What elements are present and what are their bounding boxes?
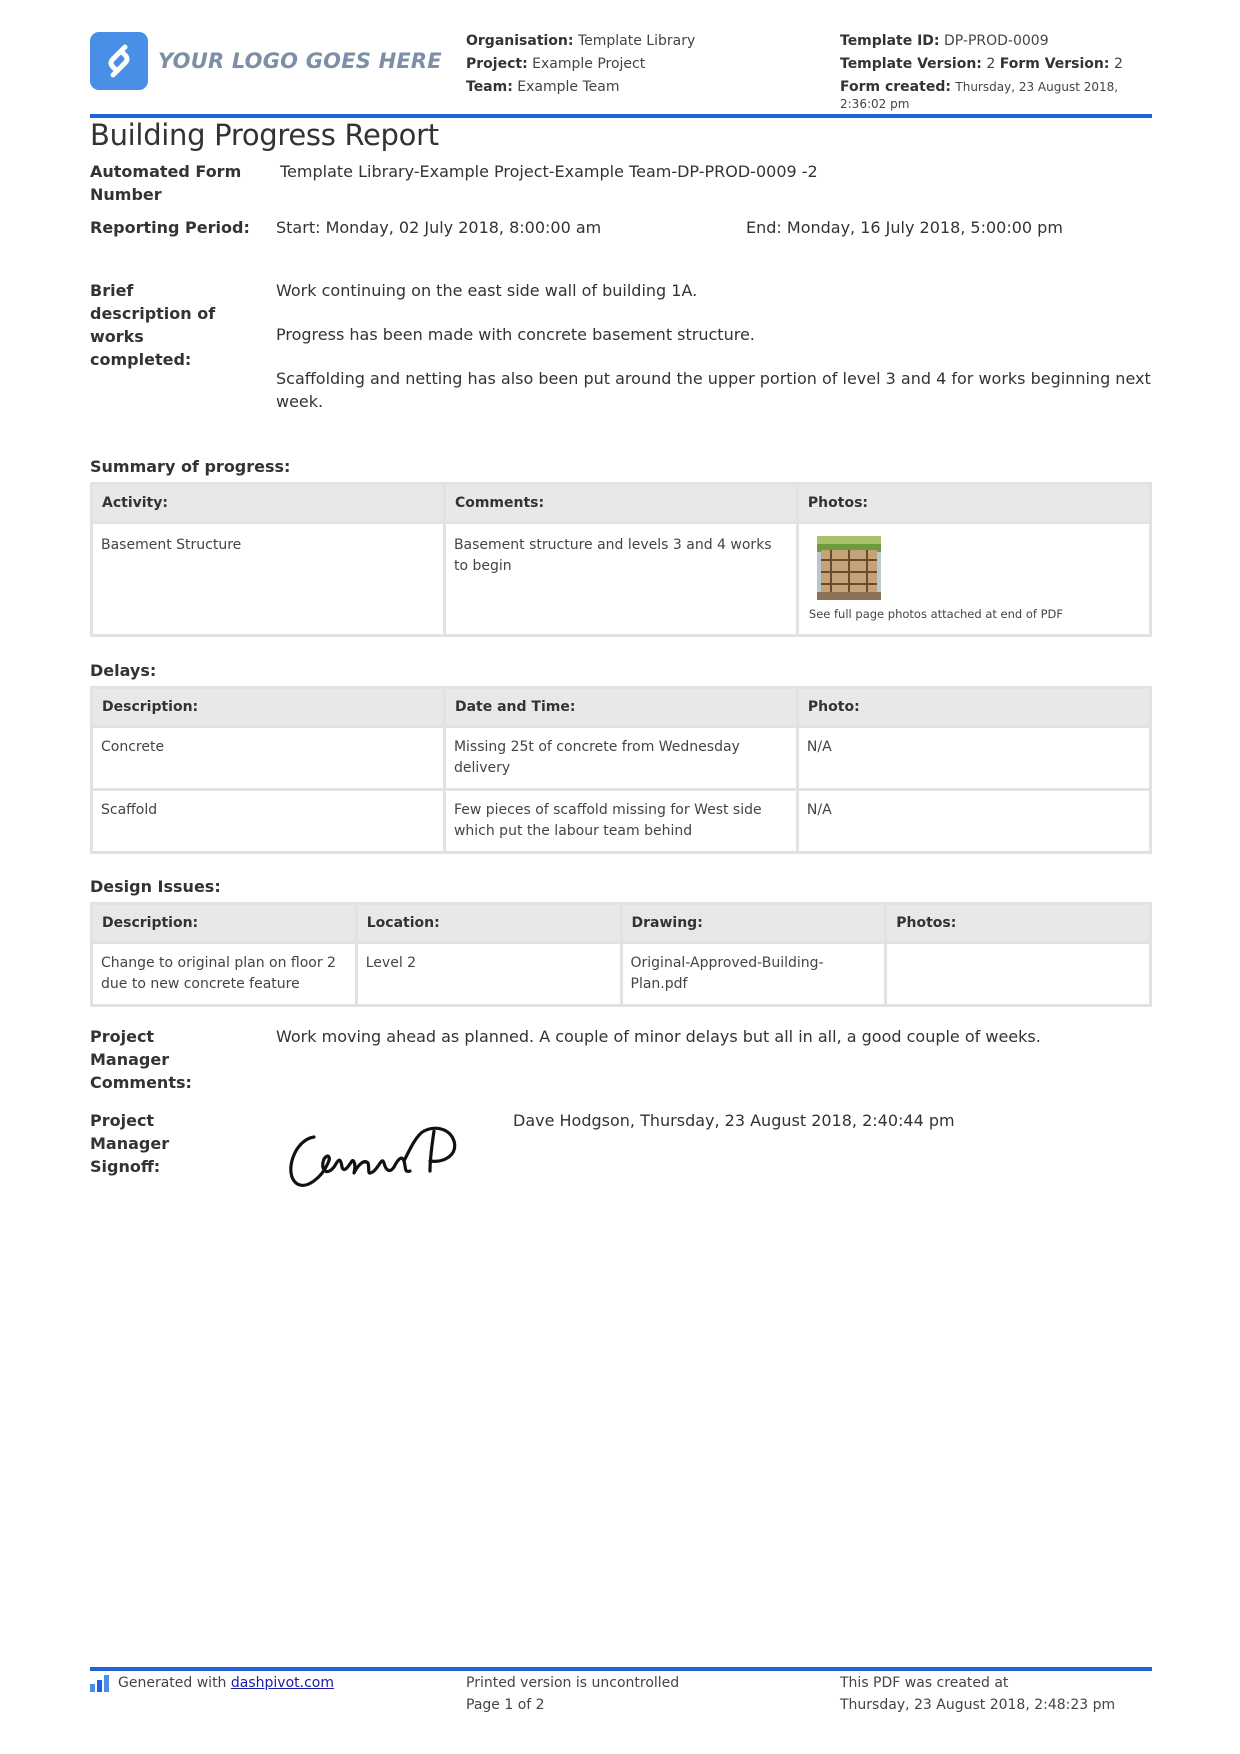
works-line: Progress has been made with concrete basement structure. bbox=[276, 325, 755, 344]
delays-header-datetime: Date and Time: bbox=[446, 689, 796, 725]
design-location: Level 2 bbox=[358, 944, 620, 1004]
reporting-period-label: Reporting Period: bbox=[90, 218, 250, 237]
form-version-value: 2 bbox=[1113, 56, 1123, 72]
pdf-created-value: Thursday, 23 August 2018, 2:48:23 pm bbox=[840, 1697, 1116, 1713]
template-id-label: Template ID: bbox=[840, 33, 940, 49]
works-label: Brief description of works completed: bbox=[90, 281, 216, 369]
form-created-value: Thursday, 23 August 2018, 2:36:02 pm bbox=[840, 80, 1119, 111]
project-value: Example Project bbox=[532, 56, 646, 72]
delays-header-description: Description: bbox=[93, 689, 443, 725]
reporting-start: Start: Monday, 02 July 2018, 8:00:00 am bbox=[276, 218, 602, 237]
header-meta-template bbox=[840, 30, 1152, 113]
summary-table bbox=[90, 482, 1152, 637]
delays-table bbox=[90, 686, 1152, 854]
design-header-description: Description: bbox=[93, 905, 355, 941]
design-issues-table bbox=[90, 902, 1152, 1007]
manager-signoff-value: Dave Hodgson, Thursday, 23 August 2018, 2:40:44 pm bbox=[513, 1111, 955, 1130]
page-number: Page 1 of 2 bbox=[466, 1697, 545, 1713]
uncontrolled-note: Printed version is uncontrolled bbox=[466, 1675, 680, 1691]
works-line: Scaffolding and netting has also been put around the upper portion of level 3 and 4 for works beginning next week. bbox=[276, 369, 1151, 411]
template-version-value: 2 bbox=[986, 56, 996, 72]
logo-icon bbox=[90, 32, 148, 90]
design-header-location: Location: bbox=[358, 905, 620, 941]
page-title: Building Progress Report bbox=[90, 118, 439, 152]
delays-header-photo: Photo: bbox=[799, 689, 1149, 725]
manager-comments-label: Project Manager Comments: bbox=[90, 1027, 192, 1092]
team-value: Example Team bbox=[517, 79, 620, 95]
project-label: Project: bbox=[466, 56, 528, 72]
template-version-label: Template Version: bbox=[840, 56, 982, 72]
form-created-label: Form created: bbox=[840, 79, 951, 95]
building-photo-thumbnail[interactable] bbox=[817, 536, 881, 600]
delay-description: Concrete bbox=[93, 728, 443, 788]
design-issues-label: Design Issues: bbox=[90, 877, 221, 896]
table-row bbox=[93, 791, 1149, 851]
generated-prefix: Generated with bbox=[118, 1675, 227, 1691]
summary-label: Summary of progress: bbox=[90, 457, 291, 476]
dashpivot-bars-icon bbox=[90, 1674, 112, 1692]
pdf-created-label: This PDF was created at bbox=[840, 1675, 1009, 1691]
delay-datetime: Few pieces of scaffold missing for West side which put the labour team behind bbox=[446, 791, 796, 851]
works-line: Work continuing on the east side wall of building 1A. bbox=[276, 281, 698, 300]
logo-text: YOUR LOGO GOES HERE bbox=[158, 49, 442, 73]
form-number-label: Automated Form Number bbox=[90, 162, 242, 204]
reporting-end: End: Monday, 16 July 2018, 5:00:00 pm bbox=[746, 218, 1063, 237]
design-photos bbox=[887, 944, 1149, 1004]
footer-created bbox=[840, 1672, 1115, 1716]
delay-description: Scaffold bbox=[93, 791, 443, 851]
logo bbox=[90, 32, 442, 90]
table-row bbox=[93, 524, 1149, 634]
summary-header-comments: Comments: bbox=[446, 485, 796, 521]
summary-photos-cell bbox=[799, 524, 1149, 634]
footer-generated bbox=[90, 1672, 334, 1694]
footer-divider bbox=[90, 1667, 1152, 1671]
manager-signoff-label: Project Manager Signoff: bbox=[90, 1111, 170, 1176]
delay-datetime: Missing 25t of concrete from Wednesday delivery bbox=[446, 728, 796, 788]
design-header-drawing: Drawing: bbox=[623, 905, 885, 941]
summary-activity: Basement Structure bbox=[93, 524, 443, 634]
table-row bbox=[93, 944, 1149, 1004]
manager-comments-value: Work moving ahead as planned. A couple of minor delays but all in all, a good couple of weeks. bbox=[276, 1027, 1041, 1046]
design-drawing-link[interactable]: Original-Approved-Building-Plan.pdf bbox=[623, 944, 885, 1004]
delay-photo: N/A bbox=[799, 728, 1149, 788]
summary-header-photos: Photos: bbox=[799, 485, 1149, 521]
report-page bbox=[90, 0, 1152, 1754]
summary-header-activity: Activity: bbox=[93, 485, 443, 521]
footer-print-info bbox=[466, 1672, 679, 1716]
form-version-label: Form Version: bbox=[999, 56, 1110, 72]
header-meta-project bbox=[466, 30, 796, 99]
design-header-photos: Photos: bbox=[887, 905, 1149, 941]
organisation-label: Organisation: bbox=[466, 33, 574, 49]
template-id-value: DP-PROD-0009 bbox=[943, 33, 1049, 49]
team-label: Team: bbox=[466, 79, 513, 95]
form-number-value: Template Library-Example Project-Example Team-DP-PROD-0009 -2 bbox=[280, 162, 818, 181]
design-description: Change to original plan on floor 2 due to new concrete feature bbox=[93, 944, 355, 1004]
delay-photo: N/A bbox=[799, 791, 1149, 851]
works-description bbox=[276, 279, 1152, 413]
table-row bbox=[93, 728, 1149, 788]
organisation-value: Template Library bbox=[577, 33, 696, 49]
dashpivot-link[interactable]: dashpivot.com bbox=[230, 1675, 334, 1691]
signature-image bbox=[284, 1115, 464, 1195]
summary-comments: Basement structure and levels 3 and 4 works to begin bbox=[446, 524, 796, 634]
photo-note: See full page photos attached at end of PDF bbox=[808, 607, 1064, 621]
delays-label: Delays: bbox=[90, 661, 157, 680]
